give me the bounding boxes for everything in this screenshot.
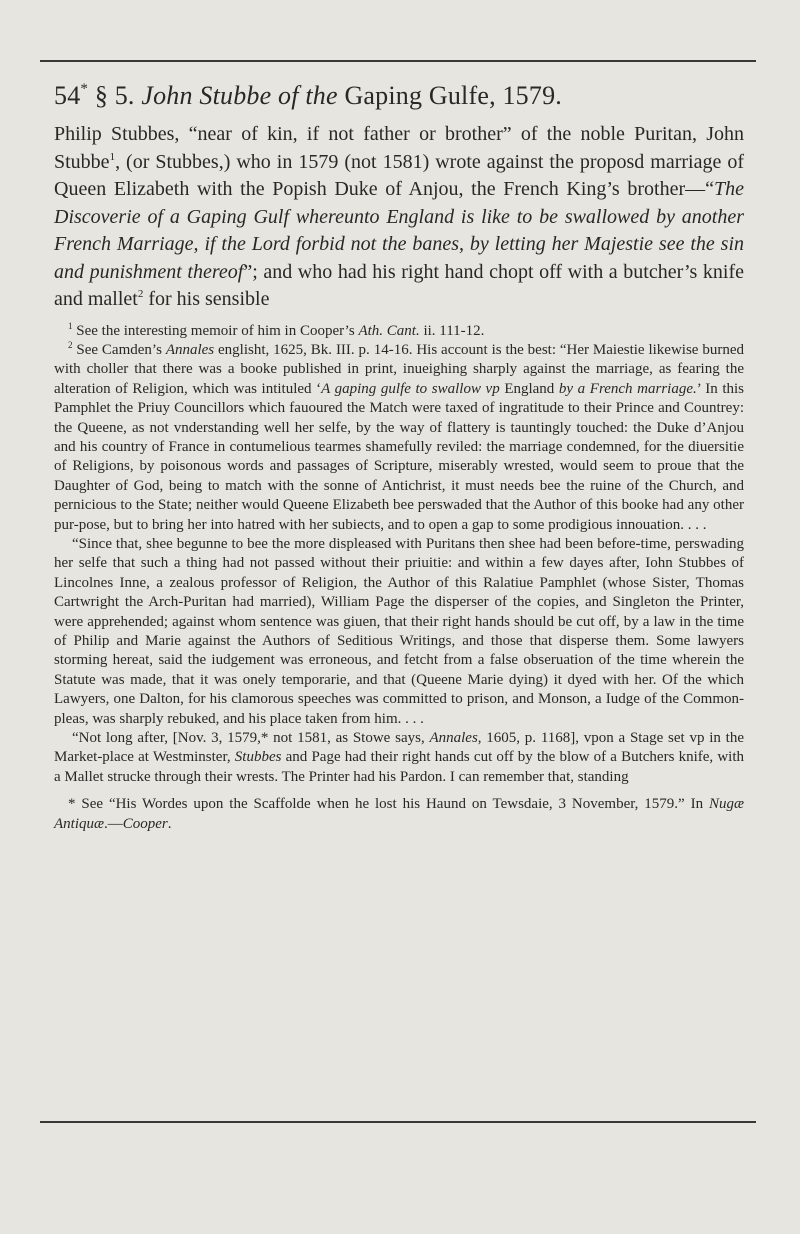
footnote-2-continued: “Since that, shee begunne to bee the more displeased with Puritans then shee had been before-time, perswading her selfe that such a thing had not passed without their priuitie: and within a few dayes after, Iohn Stubbes of Lincolnes Inne, a zealous professor of Religion, the Author of this Ralatiue Pamphlet (whose Sister, Thomas Cartwright the Arch-Puritan had married), William Page the disperser of the copies, and Singleton the Printer, were apprehended; against whom sentence was giuen, that their right hands should be cut off, by a law in the time of Philip and Marie against the Authors of Seditious Writings, and those that disperse them. Some lawyers storming hereat, said the iudgement was erroneous, and fetcht from a false obseruation of the time wherein the Statute was made, that it was onely temporarie, and that (Queene Marie dying) it dyed with her. Of the which Lawyers, one Dalton, for his clamorous speeches was committed to prison, and Monson, a Iudge of the Common-pleas, was sharply rebuked, and his place taken from him. . . . <box>54 535 744 727</box>
star-footnote: * See “His Wordes upon the Scaffolde when he lost his Haund on Tewsdaie, 3 November, 1579.” In Nugæ Antiquæ.—Cooper. <box>54 796 744 832</box>
running-head <box>54 72 744 113</box>
header-author: John Stubbe <box>141 81 272 110</box>
footnote-ref-2: 2 <box>137 288 144 300</box>
book-title: The Discoverie of a Gaping Gulf whereunto England is like to be swallowed by another French Marriage, if the Lord forbid not the banes, by letting her Majestie see the sin and punishment thereof <box>54 178 744 283</box>
footnotes <box>54 322 744 788</box>
header-title: Gaping Gulfe, 1579. <box>344 81 562 110</box>
footnote-1: $^1$ See the interesting memoir of him in Cooper’s Ath. Cant. ii. 111-12. <box>68 320 485 339</box>
footnote-ref-1: 1 <box>109 150 116 163</box>
page-number: 54* <box>54 81 89 110</box>
top-rule <box>40 60 756 62</box>
footnote-2: $^2$ See Camden’s Annales englisht, 1625, Bk. III. p. 14-16. His account is the best: “Her Maiestie likewise burned with choller that there was a booke published in print, inueighing sharply against the marriage, as fearing the alteration of Religion, which was intituled ‘A gaping gulfe to swallow vp England by a French marriage.’ In this Pamphlet the Priuy Councillors which fauoured the Match were taxed of ingratitude to their Prince and Countrey: the Queene, as not vnderstanding well her selfe, by the way of flattery is tauntingly touched: the Duke d’Anjou and his country of France in contumelious tearmes shamefully reviled: the marriage condemned, for the diuersitie of Religions, by poisonous words and passages of Scripture, miserably wrested, would seem to proue that the Daughter of God, being to match with the sonne of Antichrist, it must needs bee the ruine of the Church, and pernicious to the State; neither would Queene Elizabeth bee perswaded that the Author of this booke had any other pur-pose, but to bring her into hatred with her subiects, and to open a gap to some prodigious innouation. . . . <box>54 339 744 533</box>
bottom-rule <box>40 1121 756 1123</box>
footnote-2-continued-2: “Not long after, [Nov. 3, 1579,* not 1581, as Stowe says, Annales, 1605, p. 1168], vpon a Stage set vp in the Market-place at Westminster, Stubbes and Page had their right hands cut off by the blow of a Butchers knife, with a Mallet strucke through their wrests. The Printer had his Pardon. I can remember that, standing <box>54 730 744 785</box>
page <box>54 72 744 834</box>
body-paragraph: Philip Stubbes, “near of kin, if not father or brother” of the noble Puritan, John Stubbe$^1$, (or Stubbes,) who in 1579 (not 1581) wrote against the proposd marriage of Queen Elizabeth with the Popish Duke of Anjou, the French King’s brother—“The Discoverie of a Gaping Gulf whereunto England is like to be swallowed by another French Marriage, if the Lord forbid not the banes, by letting her Majestie see the sin and punishment thereof”; and who had his right hand chopt off with a butcher’s knife and mallet$^2$ for his sensible <box>54 123 745 310</box>
section-mark: § 5. <box>94 81 135 110</box>
header-of-the: of the <box>278 81 338 110</box>
